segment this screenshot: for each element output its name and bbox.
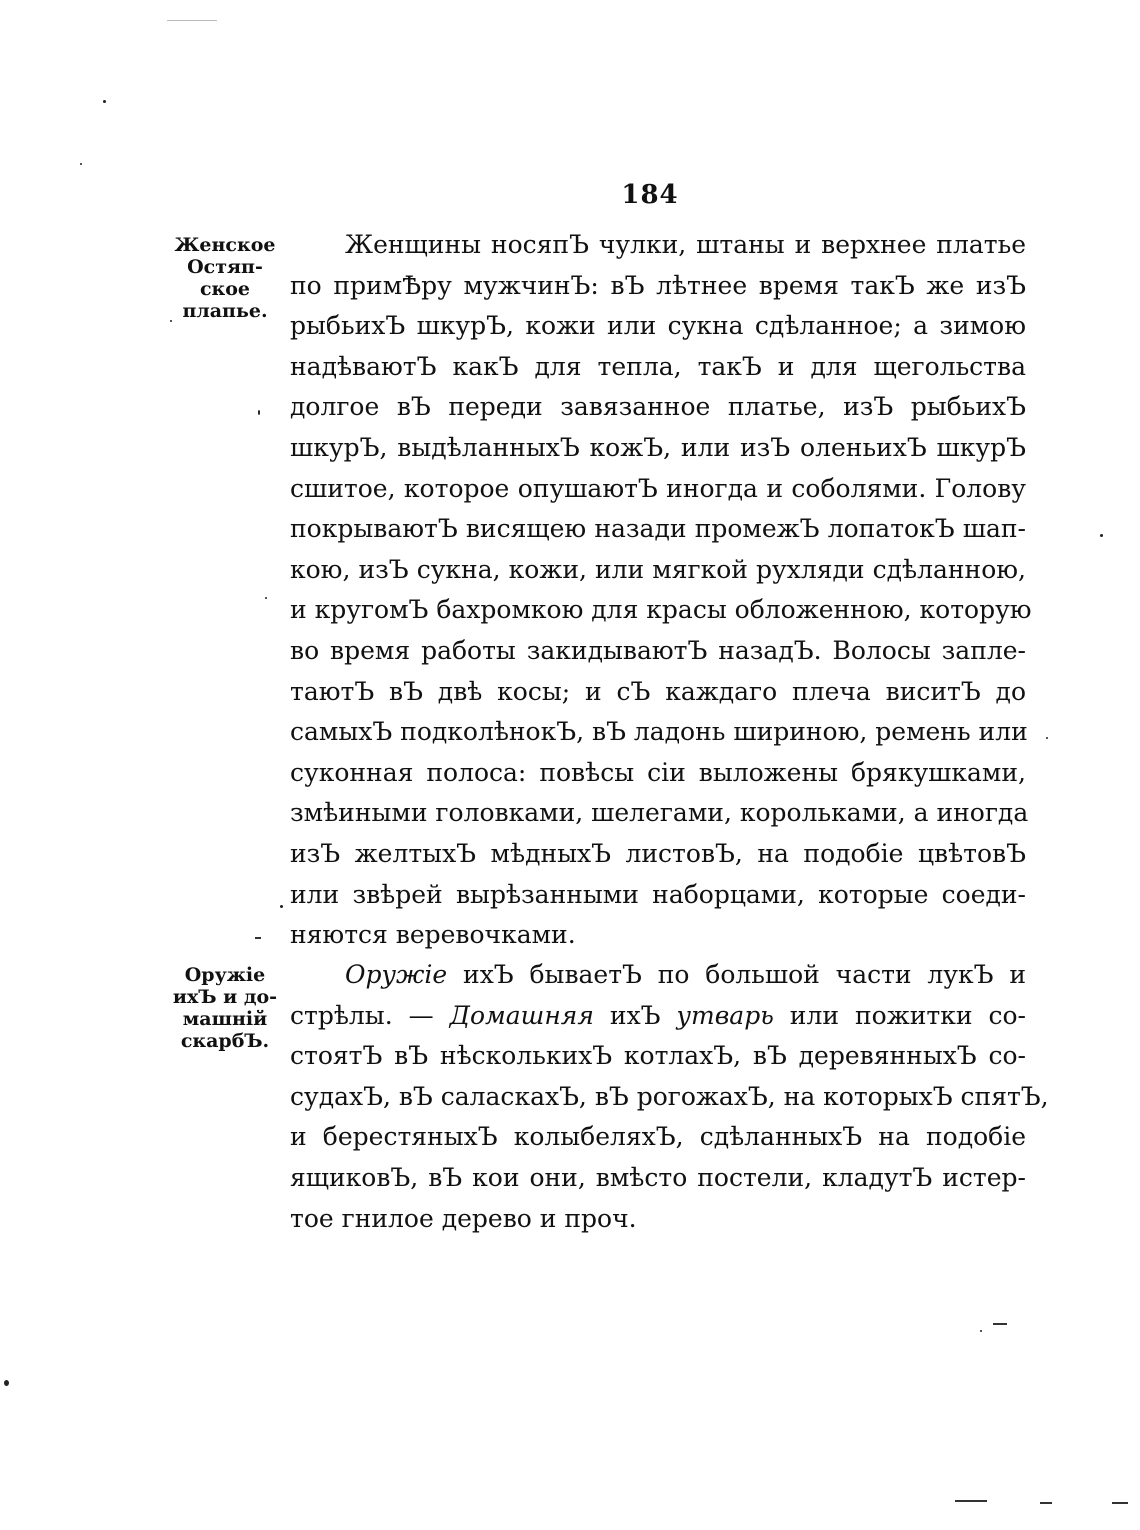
text-line: суконная полоса: повѣсы сіи выложены брякушками,	[290, 757, 1026, 787]
scan-dash	[993, 1323, 1007, 1325]
text-line: таютЪ вЪ двѣ косы; и сЪ каждаго плеча виситЪ до	[290, 676, 1026, 706]
text-line: судахЪ, вЪ саласкахЪ, вЪ рогожахЪ, на которыхЪ спятЪ,	[290, 1081, 1049, 1111]
margin-note-line: машній	[182, 1008, 268, 1030]
text-line: Женщины носяпЪ чулки, штаны и верхнее платье	[345, 230, 1026, 259]
scan-dash	[255, 937, 261, 939]
paragraph-womens-clothing	[290, 225, 1032, 956]
scan-dash	[167, 20, 217, 21]
text-line: по примѢру мужчинЪ: вЪ лѣтнее время такЪ же изЪ	[290, 270, 1026, 300]
margin-note-line: Женское	[174, 234, 276, 256]
scan-speck	[103, 100, 106, 103]
page-number: 184	[621, 180, 679, 210]
text-line: стоятЪ вЪ нѣсколькихЪ котлахЪ, вЪ деревянныхЪ со-	[290, 1041, 1026, 1071]
text-run: или пожитки со-	[773, 1000, 1026, 1030]
text-run: ихЪ	[593, 1000, 677, 1030]
text-line: и кругомЪ бахромкою для красы обложенною, которую	[290, 595, 1032, 625]
margin-note-line: Оружіе	[184, 964, 266, 986]
text-run: ихЪ бываетЪ по большой части лукЪ и	[447, 960, 1026, 989]
text-line: долгое вЪ переди завязанное платье, изЪ рыбьихЪ	[290, 392, 1026, 422]
scan-speck	[1046, 737, 1048, 739]
margin-note-line: ское	[199, 278, 251, 300]
italic-word: утварь	[676, 1000, 774, 1030]
scan-speck	[1100, 534, 1103, 537]
text-line: шкурЪ, выдѣланныхЪ кожЪ, или изЪ оленьихЪ шкурЪ	[290, 432, 1026, 462]
text-line: няются веревочками.	[290, 920, 576, 950]
text-line: сшитое, которое опушаютЪ иногда и соболями. Голову	[290, 473, 1026, 503]
text-line: надѣваютЪ какЪ для тепла, такЪ и для щегольства	[290, 351, 1026, 381]
scan-speck	[265, 597, 267, 599]
scan-dash	[1040, 1502, 1052, 1504]
text-line: покрываютЪ висящею назади промежЪ лопатокЪ шап-	[290, 514, 1026, 544]
text-line: тое гнилое дерево и проч.	[290, 1203, 637, 1233]
margin-note-line: ихЪ и до-	[172, 986, 278, 1008]
margin-note-womens-dress	[170, 234, 280, 322]
margin-note-line: скарбЪ.	[180, 1030, 270, 1052]
text-line: во время работы закидываютЪ назадЪ. Волосы запле-	[290, 635, 1026, 665]
text-line: рыбьихЪ шкурЪ, кожи или сукна сдѣланное; а зимою	[290, 311, 1026, 341]
scan-dash	[955, 1500, 987, 1502]
scan-speck	[4, 1380, 9, 1386]
margin-note-line: плапье.	[182, 300, 268, 322]
text-line	[290, 955, 1026, 996]
scan-speck	[980, 1330, 982, 1332]
text-run: стрѣлы. —	[290, 1000, 450, 1030]
scan-speck	[258, 410, 260, 415]
scan-speck	[280, 905, 283, 908]
scan-dash	[1112, 1502, 1128, 1504]
scan-speck	[170, 320, 172, 322]
paragraph-weapons-household	[290, 955, 1049, 1239]
italic-word: Домашняя	[449, 1000, 594, 1030]
text-line: изЪ желтыхЪ мѣдныхЪ листовЪ, на подобіе цвѣтовЪ	[290, 838, 1026, 868]
text-line: или звѣрей вырѣзанными наборцами, которые соеди-	[290, 879, 1026, 909]
margin-note-line: Остяп-	[187, 256, 263, 278]
text-line: змѣиными головками, шелегами, корольками, а иногда	[290, 798, 1029, 828]
margin-note-weapons-household	[170, 964, 280, 1052]
text-line: ящиковЪ, вЪ кои они, вмѣсто постели, кладутЪ истер-	[290, 1162, 1026, 1192]
text-line: кою, изЪ сукна, кожи, или мягкой рухляди сдѣланною,	[290, 554, 1026, 584]
text-line: и берестяныхЪ колыбеляхЪ, сдѣланныхЪ на подобіе	[290, 1122, 1026, 1152]
italic-word: Оружіе	[345, 960, 448, 989]
text-line	[290, 996, 1026, 1037]
text-line: самыхЪ подколѣнокЪ, вЪ ладонь шириною, ремень или	[290, 717, 1028, 747]
scan-speck	[80, 163, 82, 165]
